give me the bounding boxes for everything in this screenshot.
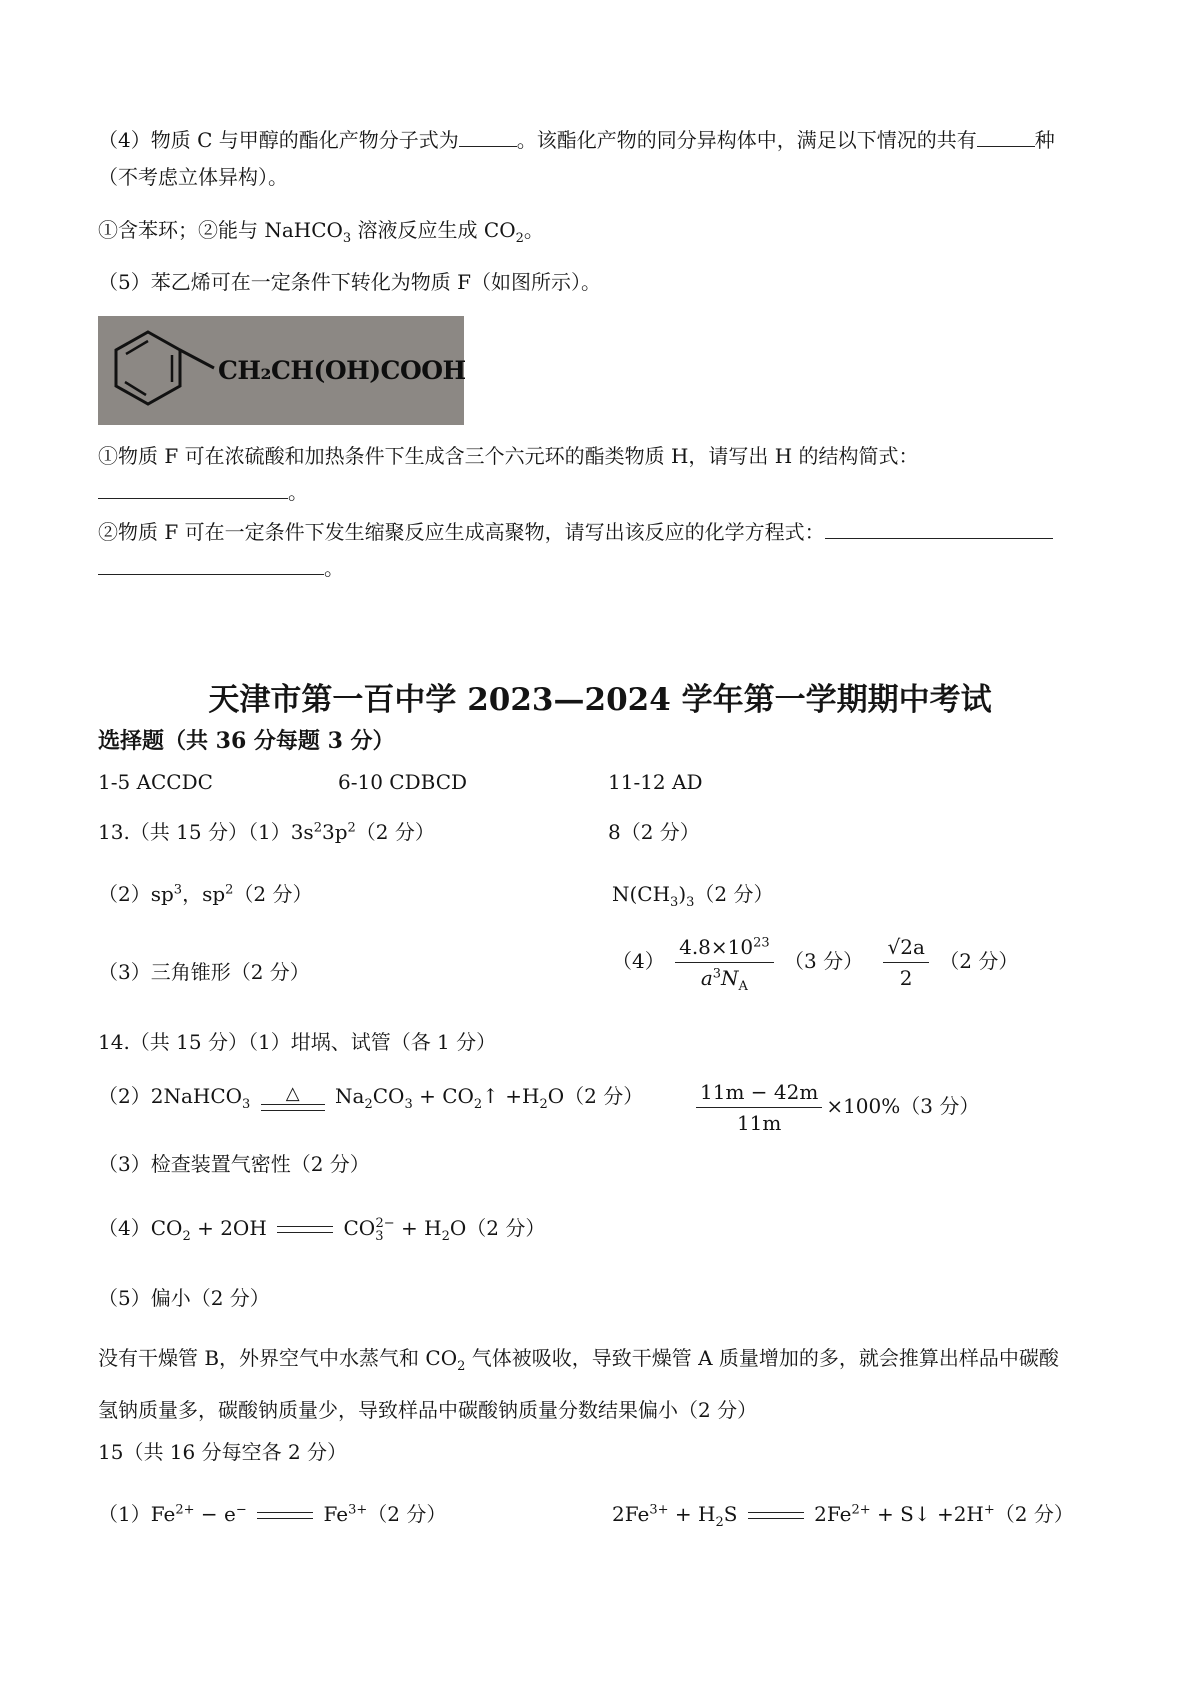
q4-text-a: （4）物质 C 与甲醇的酯化产物分子式为 bbox=[98, 128, 459, 152]
answer-blank bbox=[98, 480, 288, 499]
fraction-distance: $\frac{√2a}{2}$ bbox=[883, 935, 928, 990]
heating-equals-arrow: △ bbox=[261, 1085, 325, 1111]
q4-conditions: ①含苯环；②能与 NaHCO$_3$ 溶液反应生成 $CO_2$。 bbox=[98, 218, 544, 246]
a14-line1: 14.（共 15 分）（1）坩埚、试管（各 1 分） bbox=[98, 1030, 497, 1054]
equals-arrow bbox=[748, 1512, 804, 1519]
q5-part1-blank: 。 bbox=[98, 480, 308, 504]
mc-group-2: 6-10 CDBCD bbox=[338, 770, 468, 794]
a13-line2: $(2)sp^3$，$sp^2(2$ 分） bbox=[98, 882, 313, 906]
q5-part2: ②物质 F 可在一定条件下发生缩聚反应生成高聚物，请写出该反应的化学方程式： bbox=[98, 520, 1053, 544]
fraction-density: $\frac{4.8\times 10^{23}}{a^3N_A}$ bbox=[675, 935, 774, 990]
a14-explanation-1: 没有干燥管 B，外界空气中水蒸气和 $CO_2$ 气体被吸收，导致干燥管 A 质量增加的多，就会推算出样品中碳酸 bbox=[98, 1346, 1059, 1374]
a14-line4: $(4)CO_2 + 2OH$ $CO_3^{2-} + H_2O(2$ 分） bbox=[98, 1216, 546, 1244]
mc-header: 选择题（共 36 分每题 3 分） bbox=[98, 728, 395, 754]
a15-header: 15（共 16 分每空各 2 分） bbox=[98, 1440, 348, 1464]
q5-part1: ①物质 F 可在浓硫酸和加热条件下生成含三个六元环的酯类物质 H，请写出 H 的结构简式： bbox=[98, 444, 919, 468]
a13-right1: 8（2 分） bbox=[608, 820, 700, 844]
structure-label: CH₂CH(OH)COOH bbox=[218, 356, 466, 385]
mc-group-1: 1-5 ACCDC bbox=[98, 770, 213, 794]
a13-line3: （3）三角锥形（2 分） bbox=[98, 960, 310, 984]
mc-group-3: 11-12 AD bbox=[608, 770, 703, 794]
q4-line1 bbox=[98, 128, 1055, 152]
a13-right3: （4） $\frac{4.8\times 10^{23}}{a^3N_A}$ （3 分） $\frac{√2a}{2}$ （2 分） bbox=[612, 935, 1019, 994]
structure-image bbox=[98, 316, 464, 425]
q4-text-c: 种 bbox=[1034, 128, 1055, 152]
a14-fraction: $\frac{11m - 42m}{11m}$ ×100%（3 分） bbox=[692, 1080, 979, 1135]
q5-part2-blank: 。 bbox=[98, 556, 344, 580]
answer-blank bbox=[459, 128, 517, 147]
answer-blank bbox=[825, 520, 1053, 539]
answer-title: 天津市第一百中学 2023—2024 学年第一学期期中考试 bbox=[208, 682, 992, 718]
q4-line2: （不考虑立体异构）。 bbox=[98, 165, 288, 189]
equals-arrow bbox=[257, 1512, 313, 1519]
a13-line1: 13.（共 15 分）$(1)3s^23p^2(2$ 分） bbox=[98, 820, 435, 844]
answer-blank bbox=[98, 556, 324, 575]
a14-line5: （5）偏小（2 分） bbox=[98, 1286, 270, 1310]
a15-line1-right: $2Fe^{3+} + H_2S$ $2Fe^{2+}$ + S↓ +2H+（2 分） bbox=[612, 1502, 1074, 1530]
a13-right2: $N(CH_3)_3(2$ 分） bbox=[612, 882, 774, 910]
answer-blank bbox=[977, 128, 1035, 147]
a15-line1-left: $(1)Fe^{2+} - e^-$ $Fe^{3+}(2$ 分） bbox=[98, 1502, 447, 1526]
equals-arrow bbox=[277, 1226, 333, 1233]
q5-intro: （5）苯乙烯可在一定条件下转化为物质 F（如图所示）。 bbox=[98, 270, 601, 294]
a14-line3: （3）检查装置气密性（2 分） bbox=[98, 1152, 370, 1176]
a14-explanation-2: 氢钠质量多，碳酸钠质量少，导致样品中碳酸钠质量分数结果偏小（2 分） bbox=[98, 1398, 758, 1422]
q4-text-b: 。该酯化产物的同分异构体中，满足以下情况的共有 bbox=[516, 128, 977, 152]
a14-line2: （2）2NaHCO$_3$ △ $Na_2CO_3$ + $CO_2↑ +H_2O(2$ 分） bbox=[98, 1082, 644, 1112]
